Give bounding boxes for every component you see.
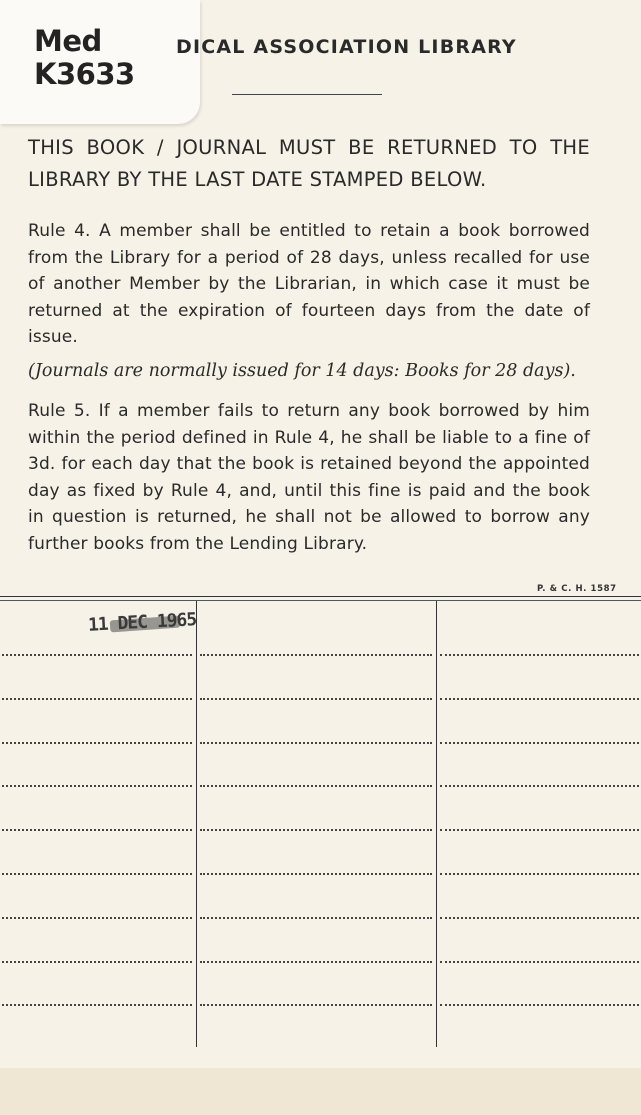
date-grid-cell-line — [200, 873, 432, 875]
date-stamp: 11 DEC 1965 — [87, 609, 197, 636]
header-rule — [232, 94, 382, 95]
date-grid-cell-line — [440, 829, 639, 831]
date-grid-cell-line — [2, 698, 192, 700]
date-grid-cell-line — [200, 785, 432, 787]
date-grid-cell-line — [200, 742, 432, 744]
date-grid-cell-line — [2, 873, 192, 875]
date-grid-cell-line — [2, 917, 192, 919]
date-grid-top-rule-inner — [0, 600, 641, 601]
date-grid-column-divider-1 — [196, 601, 197, 1047]
date-grid-cell-line — [200, 1004, 432, 1006]
date-grid-cell-line — [200, 961, 432, 963]
date-grid-cell-line — [2, 1004, 192, 1006]
library-title: DICAL ASSOCIATION LIBRARY — [176, 36, 517, 58]
date-grid-cell-line — [440, 698, 639, 700]
date-grid-cell-line — [200, 698, 432, 700]
date-grid-cell-line — [200, 829, 432, 831]
date-grid-cell-line — [440, 873, 639, 875]
page-bottom-edge — [0, 1068, 641, 1115]
date-grid-cell-line — [200, 654, 432, 656]
rule-4-text: Rule 4. A member shall be entitled to retain a book borrowed from the Library for a period of 28 days, unless recalled for use of another Member by the Librarian, in which case it must be returned at the expiration of fourteen days from the date of issue. — [28, 221, 590, 347]
date-grid-cell-line — [440, 1004, 639, 1006]
date-grid-cell-line — [2, 829, 192, 831]
classmark-line-1: Med — [34, 24, 102, 58]
printer-code: P. & C. H. 1587 — [537, 584, 617, 594]
date-grid-cell-line — [2, 742, 192, 744]
date-grid-cell-line — [2, 654, 192, 656]
date-grid-cell-line — [440, 742, 639, 744]
date-grid-cell-line — [200, 917, 432, 919]
classmark-line-2: K3633 — [34, 57, 135, 91]
classmark-label — [0, 0, 200, 124]
date-grid-cell-line — [440, 654, 639, 656]
date-grid-top-rule — [0, 596, 641, 597]
date-grid-cell-line — [2, 785, 192, 787]
rule-5-text: Rule 5. If a member fails to return any book borrowed by him within the period defined in Rule 4, he shall be liable to a fine of 3d. for each day that the book is retained beyond the appointed day as fixed by Rule 4, and, until this fine is paid and the book in question is returned, he shall not be allowed to borrow any further books from the Lending Library. — [28, 401, 590, 554]
loan-period-note: (Journals are normally issued for 14 days: Books for 28 days). — [28, 361, 576, 381]
date-grid-cell-line — [440, 785, 639, 787]
date-grid-cell-line — [2, 961, 192, 963]
date-grid-column-divider-2 — [436, 601, 437, 1047]
date-grid-cell-line — [440, 961, 639, 963]
date-grid-cell-line — [440, 917, 639, 919]
return-notice: THIS BOOK / JOURNAL MUST BE RETURNED TO THE LIBRARY BY THE LAST DATE STAMPED BELOW. — [28, 136, 590, 191]
